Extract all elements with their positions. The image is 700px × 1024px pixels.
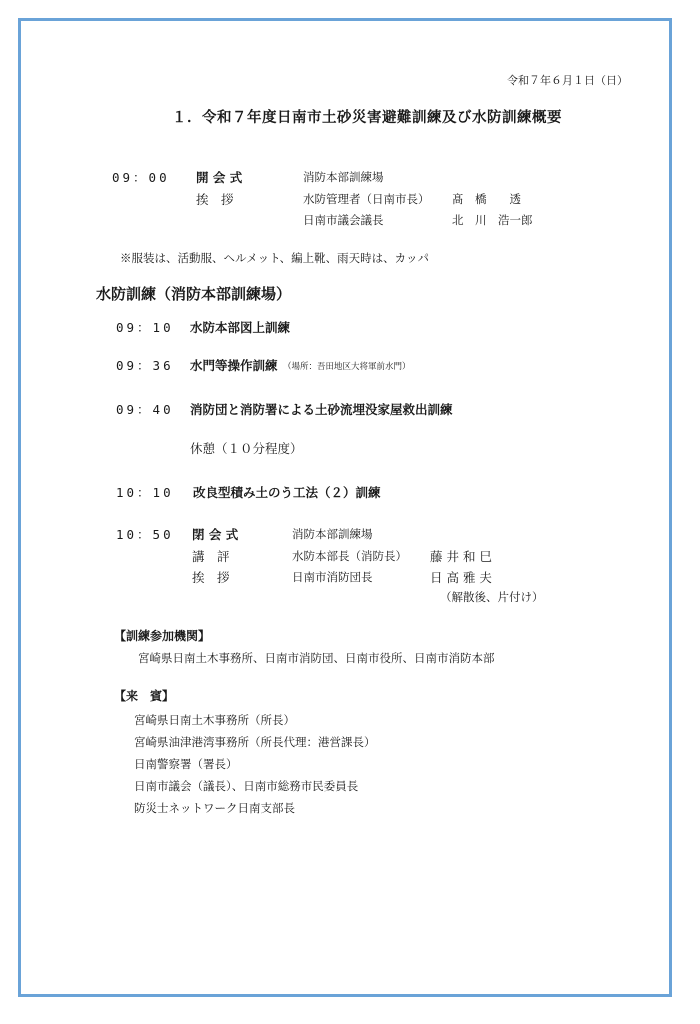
opening-greeting-label: 挨 拶 bbox=[196, 192, 234, 207]
section-title: 水防訓練（消防本部訓練場） bbox=[96, 285, 292, 303]
opening-speaker1-name: 髙 橋 透 bbox=[452, 192, 521, 206]
guest-item: 日南警察署（署長） bbox=[134, 757, 238, 771]
page-title: １．令和７年度日南市土砂災害避難訓練及び水防訓練概要 bbox=[172, 109, 562, 126]
guest-item: 日南市議会（議長）、日南市総務市民委員長 bbox=[134, 779, 359, 793]
opening-ceremony-label: 開 会 式 bbox=[196, 170, 243, 185]
closing-review-role: 水防本部長（消防長） bbox=[292, 549, 407, 563]
closing-venue: 消防本部訓練場 bbox=[292, 527, 373, 541]
closing-review-name: 藤 井 和 巳 bbox=[430, 549, 492, 564]
guest-item: 宮崎県日南土木事務所（所長） bbox=[134, 713, 295, 727]
guest-item: 防災士ネットワーク日南支部長 bbox=[134, 801, 295, 815]
opening-speaker2-name: 北 川 浩一郎 bbox=[452, 213, 533, 227]
closing-dismiss-note: （解散後、片付け） bbox=[440, 590, 544, 604]
guest-item: 宮崎県油津港湾事務所（所長代理：港営課長） bbox=[134, 735, 376, 749]
closing-greeting-role: 日南市消防団長 bbox=[292, 570, 373, 584]
closing-greeting-name: 日 高 雅 夫 bbox=[430, 570, 492, 585]
schedule-time-3: 09：40 bbox=[116, 402, 174, 417]
participants-heading: 【訓練参加機関】 bbox=[114, 629, 211, 643]
closing-review-label: 講 評 bbox=[192, 549, 230, 564]
closing-ceremony-label: 閉 会 式 bbox=[192, 527, 239, 542]
closing-time: 10：50 bbox=[116, 527, 174, 542]
schedule-time-2: 09：36 bbox=[116, 358, 174, 373]
opening-time: 09：00 bbox=[112, 170, 170, 185]
page-frame bbox=[18, 18, 672, 997]
participants-text: 宮崎県日南土木事務所、日南市消防団、日南市役所、日南市消防本部 bbox=[138, 651, 495, 665]
opening-speaker1-role: 水防管理者（日南市長） bbox=[303, 192, 430, 206]
schedule-item-2-note: （場所：吾田地区大将軍前水門） bbox=[283, 362, 411, 372]
schedule-item-4: 改良型積み土のう工法（２）訓練 bbox=[193, 485, 381, 500]
dress-note: ※服装は、活動服、ヘルメット、編上靴、雨天時は、カッパ bbox=[120, 251, 430, 265]
opening-speaker2-role: 日南市議会議長 bbox=[303, 213, 384, 227]
break-note: 休憩（１０分程度） bbox=[190, 441, 303, 456]
closing-greeting-label: 挨 拶 bbox=[192, 570, 230, 585]
schedule-time-4: 10：10 bbox=[116, 485, 174, 500]
schedule-item-1: 水防本部図上訓練 bbox=[190, 320, 291, 335]
guests-heading: 【来 賓】 bbox=[114, 689, 175, 703]
schedule-time-1: 09：10 bbox=[116, 320, 174, 335]
schedule-item-3: 消防団と消防署による土砂流埋没家屋救出訓練 bbox=[190, 402, 453, 417]
document-date: 令和７年６月１日（日） bbox=[507, 74, 628, 87]
opening-venue: 消防本部訓練場 bbox=[303, 170, 384, 184]
schedule-item-2: 水門等操作訓練 bbox=[190, 358, 278, 373]
